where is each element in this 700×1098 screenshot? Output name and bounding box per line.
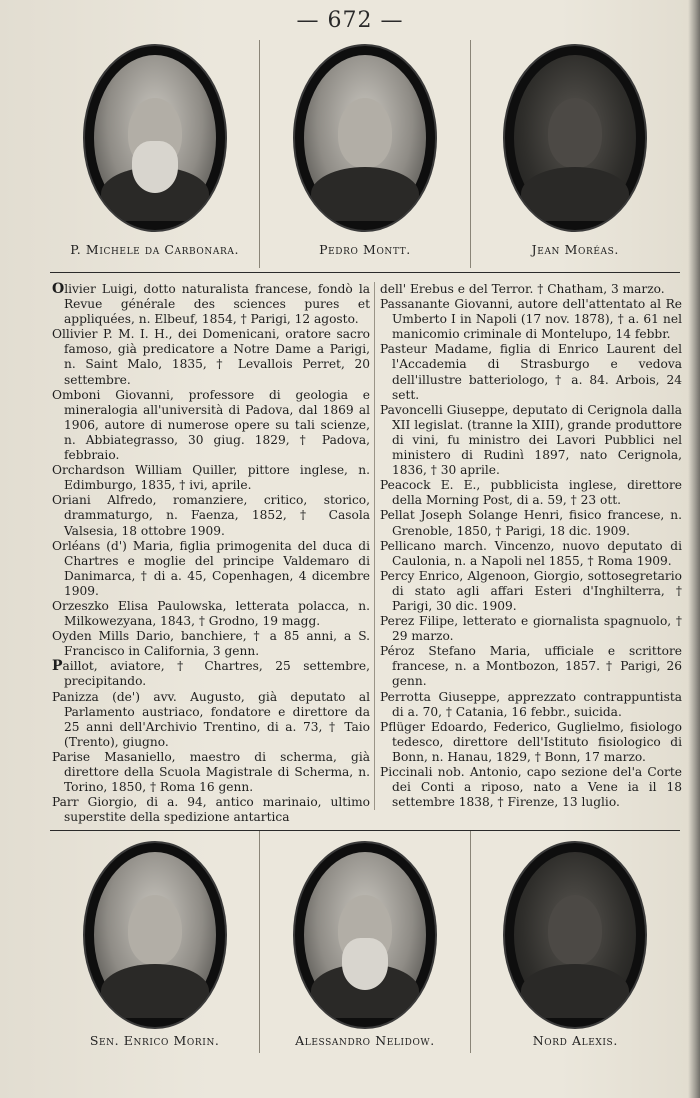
portrait-cell — [50, 831, 260, 1053]
obituary-entry — [380, 403, 682, 478]
entry-text: Parise Masaniello, maestro di scherma, già direttore della Scuola Magistrale di Scherma, n. Torino, 1850, † Roma 16 genn. — [52, 749, 370, 795]
obituary-entry — [380, 478, 682, 508]
portrait-cell — [50, 40, 260, 268]
portrait-photo — [304, 55, 426, 221]
section-initial: P — [52, 658, 63, 675]
entry-text: Orléans (d') Maria, figlia primogenita del duca di Chartres e moglie del principe Valdemaro di Danimarca, † di a. 45, Copenhagen, 4 dicembre 1909. — [52, 538, 370, 598]
obituary-entry — [52, 327, 370, 387]
portrait-beard — [132, 141, 178, 193]
entry-text: dell' Erebus e del Terror. † Chatham, 3 marzo. — [380, 282, 665, 296]
portrait-photo — [304, 852, 426, 1018]
entry-text: Peacock E. E., pubblicista inglese, direttore della Morning Post, di a. 59, † 23 ott. — [380, 478, 682, 508]
portrait-row-top — [50, 40, 680, 268]
obituary-entry — [52, 690, 370, 750]
portrait-body — [311, 167, 419, 221]
obituary-entry — [380, 569, 682, 614]
entry-text: Perrotta Giuseppe, apprezzato contrappuntista di a. 70, † Catania, 16 febbr., suicida. — [380, 689, 682, 719]
portrait-face — [338, 98, 392, 168]
entry-text: Pavoncelli Giuseppe, deputato di Cerignola dalla XII legislat. (tranne la XIII), grande produttore di vini, fu ministro dei Lavori Pubblici nel ministero di Rudinì 1897, nato Cerignola, 1836, † 30 aprile. — [380, 402, 682, 478]
entry-text: Orzeszko Elisa Paulowska, letterata polacca, n. Milkowezyana, 1843, † Grodno, 19 magg. — [52, 598, 370, 629]
obituary-entry — [380, 614, 682, 644]
portrait-frame — [85, 46, 225, 230]
obituary-entry — [52, 629, 370, 659]
portrait-caption: Jean Moréas. — [531, 242, 619, 257]
obituary-entry — [52, 750, 370, 795]
portrait-photo — [94, 852, 216, 1018]
obituary-entry — [52, 463, 370, 493]
section-initial: O — [52, 281, 65, 297]
portrait-face — [548, 895, 602, 965]
entry-text: Pellicano march. Vincenzo, nuovo deputato di Caulonia, n. a Napoli nel 1855, † Roma 1909. — [380, 538, 682, 568]
portrait-frame — [505, 843, 645, 1027]
obituary-entry — [380, 297, 682, 342]
portrait-caption: Nord Alexis. — [532, 1033, 618, 1048]
obituary-entry — [380, 539, 682, 569]
obituary-entry — [380, 690, 682, 720]
portrait-row-bottom — [50, 830, 680, 1053]
portrait-photo — [514, 852, 636, 1018]
entry-text: Perez Filipe, letterato e giornalista spagnuolo, † 29 marzo. — [380, 614, 682, 644]
obituary-entry — [380, 765, 682, 810]
portrait-caption: P. Michele da Carbonara. — [70, 242, 240, 257]
portrait-caption: Alessandro Nelidow. — [295, 1033, 435, 1048]
page-edge-shadow — [688, 0, 700, 1098]
portrait-face — [128, 895, 182, 965]
entry-text: Piccinali nob. Antonio, capo sezione del'a Corte dei Conti a riposo, nato a Vene ia il 18 settembre 1838, † Firenze, 13 luglio. — [380, 765, 682, 810]
portrait-photo — [94, 55, 216, 221]
portrait-frame — [85, 843, 225, 1027]
portrait-cell — [260, 40, 470, 268]
portrait-caption: Sen. Enrico Morin. — [89, 1033, 220, 1048]
portrait-beard — [342, 938, 388, 990]
column-divider — [374, 282, 375, 810]
entry-text: Ollivier P. M. I. H., dei Domenicani, oratore sacro famoso, già predicatore a Notre Dame a Parigi, n. Saint Malo, 1835, † Levallois Perret, 20 settembre. — [52, 327, 370, 387]
obituary-entry — [52, 388, 370, 463]
obituary-entry — [380, 644, 682, 689]
obituary-entry — [52, 493, 370, 538]
portrait-body — [521, 167, 629, 221]
obituary-entry — [52, 659, 370, 689]
portrait-body — [101, 964, 209, 1018]
portrait-cell — [471, 40, 680, 268]
entry-text: Pflüger Edoardo, Federico, Guglielmo, fisiologo tedesco, direttore dell'Istituto fisiologico di Bonn, n. Hanau, 1829, † Bonn, 17 marzo. — [380, 719, 682, 764]
portrait-cell — [260, 831, 470, 1053]
entry-text: Oriani Alfredo, romanziere, critico, storico, drammaturgo, n. Faenza, 1852, † Casola Valsesia, 18 ottobre 1909. — [52, 493, 370, 538]
entry-text: Percy Enrico, Algenoon, Giorgio, sottosegretario di stato agli affari Esteri d'Inghilterra, † Parigi, 30 dic. 1909. — [380, 568, 682, 613]
portrait-frame — [295, 46, 435, 230]
entry-text: aillot, aviatore, † Chartres, 25 settembre, precipitando. — [62, 659, 370, 689]
portrait-frame — [295, 843, 435, 1027]
entry-text: livier Luigi, dotto naturalista francese, fondò la Revue générale des sciences pures et appliquées, n. Elbeuf, 1854, † Parigi, 12 agosto. — [64, 282, 370, 327]
entry-text: Omboni Giovanni, professore di geologia e mineralogia all'università di Padova, dal 1869 al 1906, autore di numerose opere su tali scienze, n. Abbiategrasso, 30 giug. 1829, † Padova, febbraio. — [52, 387, 370, 463]
entry-text: Pasteur Madame, figlia di Enrico Laurent del l'Accademia di Strasburgo e vedova dell'illustre batteriologo, † a. 84. Arbois, 24 sett. — [380, 342, 682, 402]
text-column-right — [380, 282, 682, 810]
entry-text: Oyden Mills Dario, banchiere, † a 85 anni, a S. Francisco in California, 3 genn. — [52, 629, 370, 659]
portrait-frame — [505, 46, 645, 230]
entry-text: Passanante Giovanni, autore dell'attentato al Re Umberto I in Napoli (17 nov. 1878), † a. 61 nel manicomio criminale di Montelupo, 14 febbr. — [380, 297, 682, 342]
obituary-entry — [52, 599, 370, 629]
portrait-caption: Pedro Montt. — [319, 242, 411, 257]
entry-text: Péroz Stefano Maria, ufficiale e scrittore francese, n. a Montbozon, 1857. † Parigi, 26 genn. — [380, 644, 682, 689]
page-number: — 672 — — [296, 8, 404, 33]
obituary-entry — [380, 508, 682, 538]
divider-rule — [50, 272, 680, 273]
obituary-entry — [380, 282, 682, 297]
obituary-entry — [380, 720, 682, 765]
obituary-entry — [380, 342, 682, 402]
portrait-photo — [514, 55, 636, 221]
portrait-face — [548, 98, 602, 168]
obituary-entry — [52, 282, 370, 327]
portrait-body — [521, 964, 629, 1018]
entry-text: Parr Giorgio, di a. 94, antico marinaio, ultimo superstite della spedizione antartica — [52, 795, 370, 825]
text-column-left — [52, 282, 370, 825]
entry-text: Panizza (de') avv. Augusto, già deputato al Parlamento austriaco, fondatore e direttore da 25 anni dell'Archivio Trentino, di a. 73, † Taio (Trento), giugno. — [52, 689, 370, 749]
obituary-entry — [52, 539, 370, 599]
entry-text: Orchardson William Quiller, pittore inglese, n. Edimburgo, 1835, † ivi, aprile. — [52, 463, 370, 493]
entry-text: Pellat Joseph Solange Henri, fisico francese, n. Grenoble, 1850, † Parigi, 18 dic. 1909. — [380, 508, 682, 538]
portrait-cell — [471, 831, 680, 1053]
obituary-entry — [52, 795, 370, 825]
